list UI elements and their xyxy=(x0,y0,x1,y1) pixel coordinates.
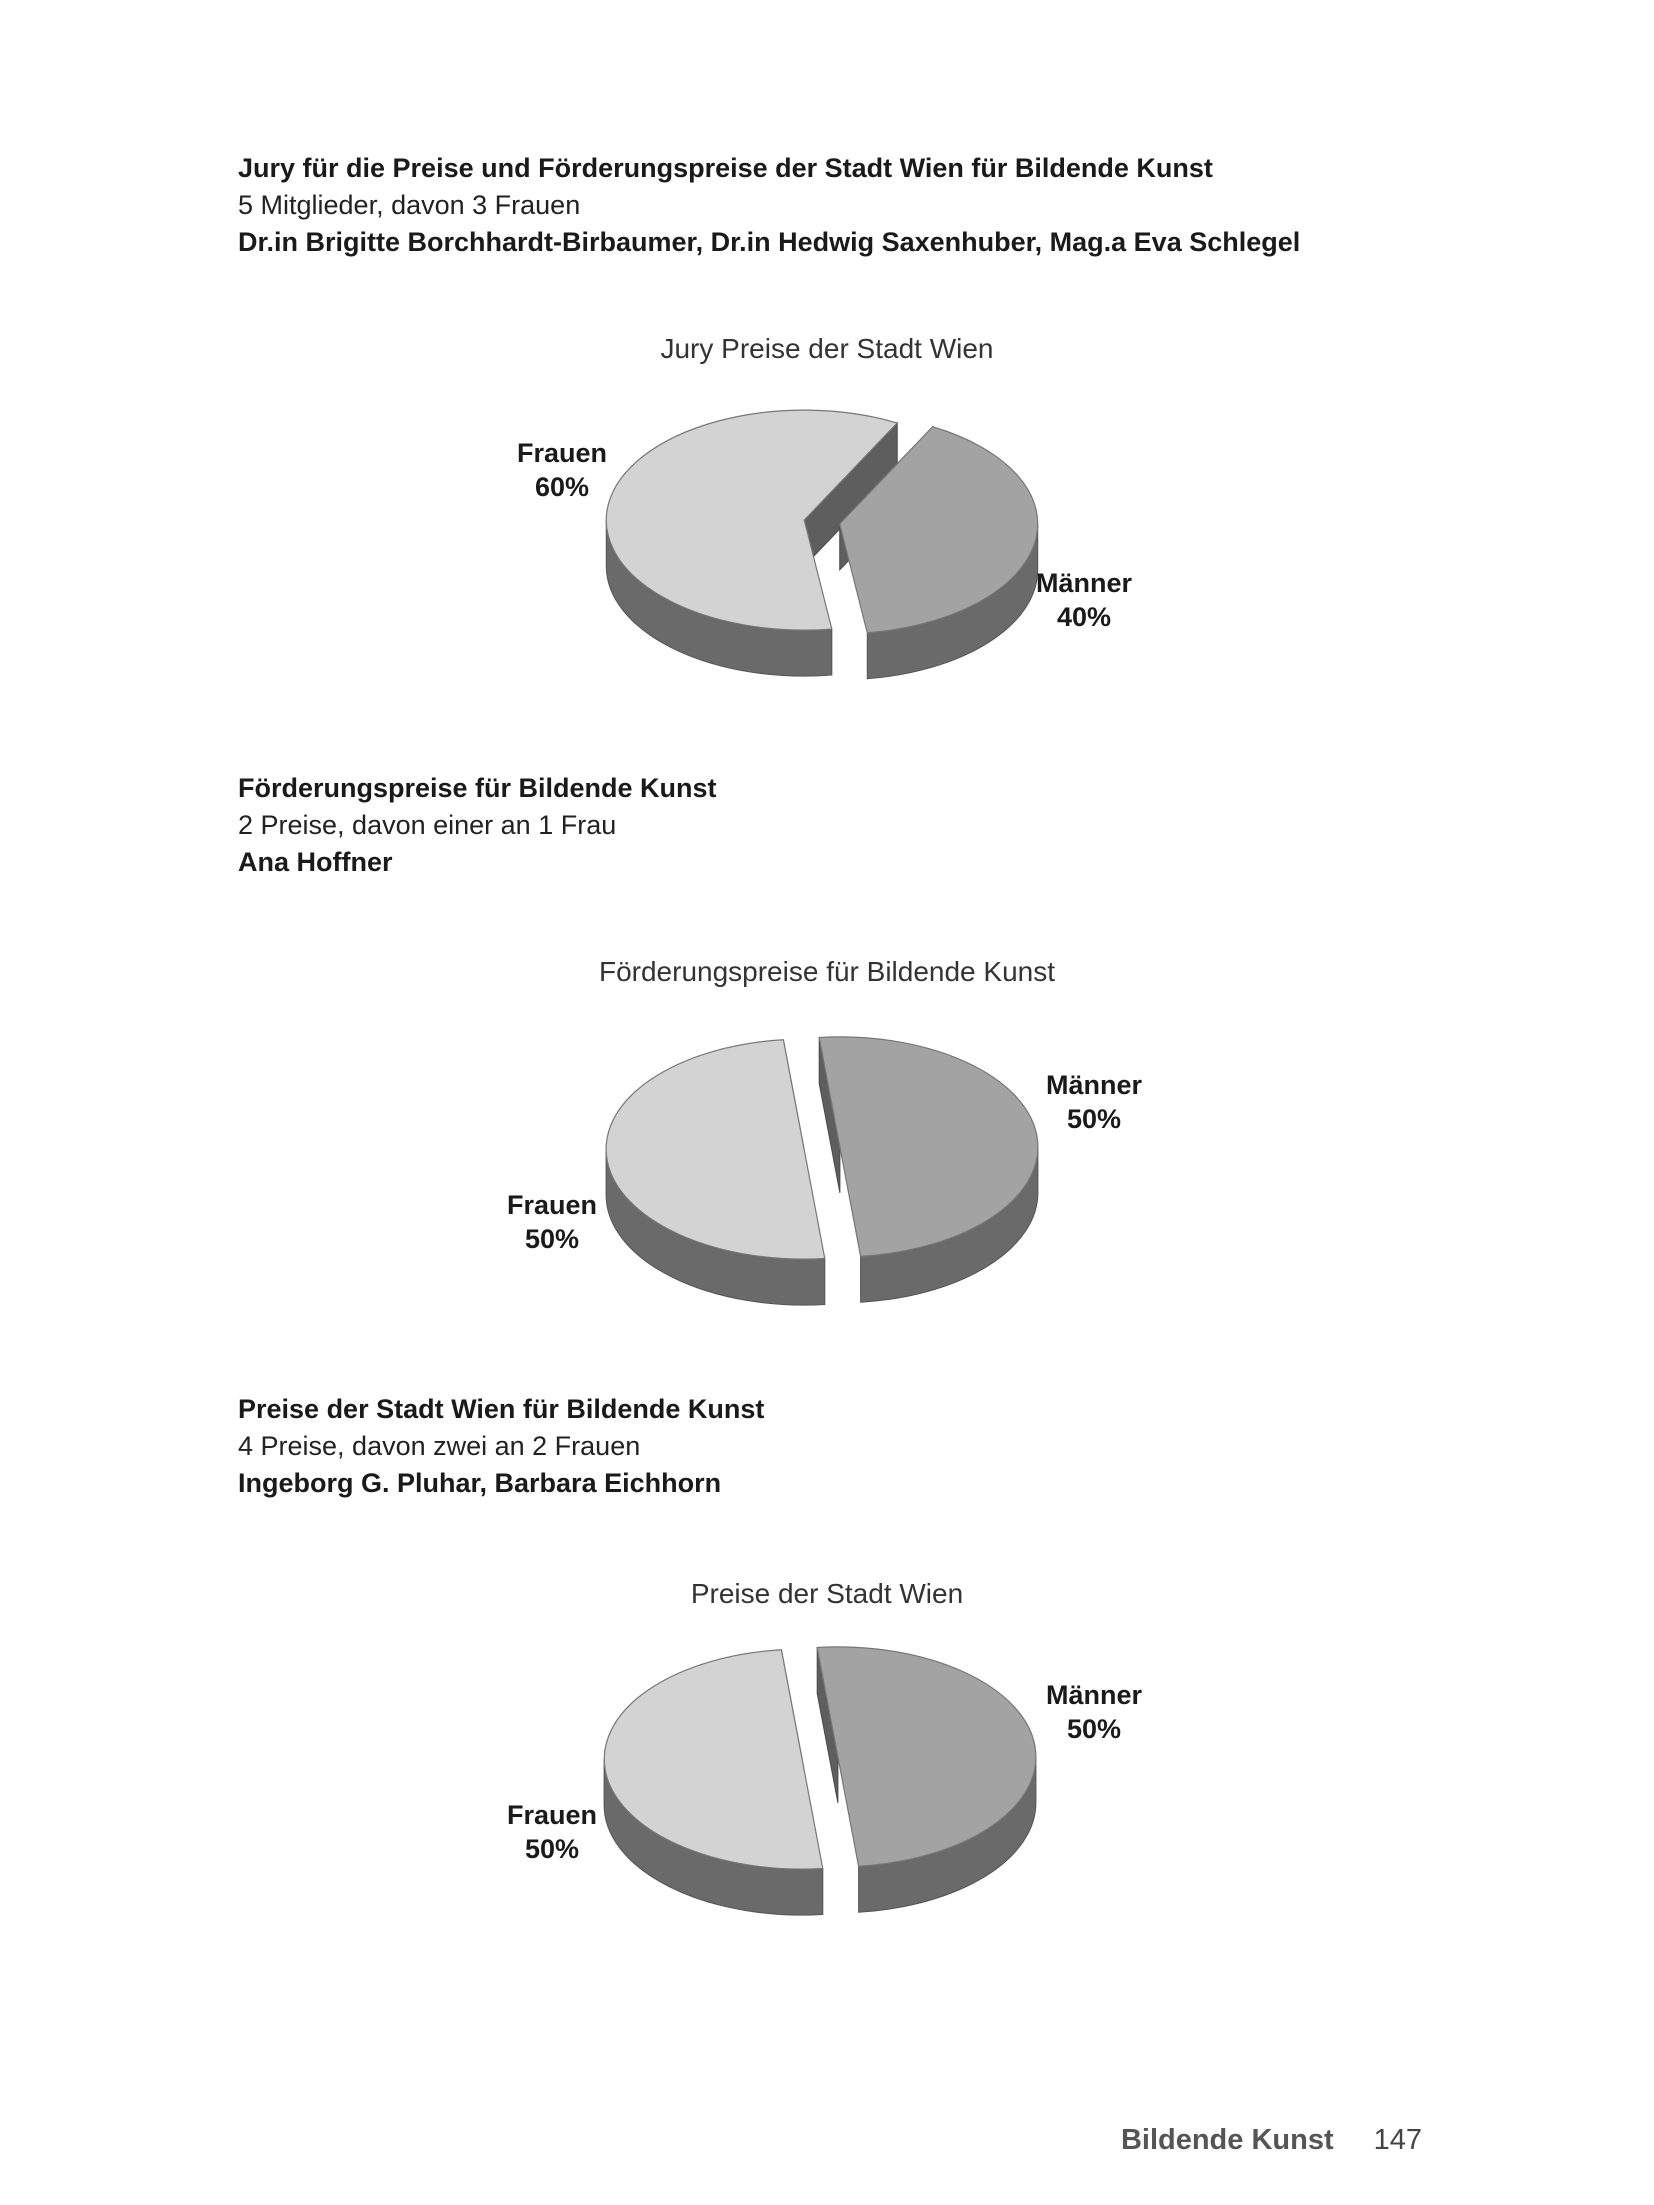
section-names: Ingeborg G. Pluhar, Barbara Eichhorn xyxy=(238,1468,722,1498)
pie-label-value: 50% xyxy=(524,1224,580,1254)
pie-slice-frauen xyxy=(606,1040,825,1305)
pie-slice-männer xyxy=(819,1037,1038,1302)
pie-label-name: Männer xyxy=(1045,1680,1143,1710)
section-subtitle: 5 Mitglieder, davon 3 Frauen xyxy=(238,190,581,220)
pie-label-value: 40% xyxy=(1056,602,1112,632)
section-title: Jury für die Preise und Förderungspreise der Stadt Wien für Bildende Kunst xyxy=(238,153,1213,183)
pie-label-name: Frauen xyxy=(506,1800,598,1830)
pie-chart-2 xyxy=(507,1037,1143,1305)
pie-label-value: 50% xyxy=(1066,1714,1122,1744)
pie-label-value: 60% xyxy=(534,472,590,502)
page-number: 147 xyxy=(1373,2124,1422,2156)
chart-title: Preise der Stadt Wien xyxy=(690,1578,964,1609)
pie-chart-1 xyxy=(517,410,1133,679)
pie-slice-frauen xyxy=(604,1650,823,1915)
pie-label-name: Männer xyxy=(1045,1070,1143,1100)
pie-chart-3 xyxy=(507,1647,1143,1915)
section-title: Förderungspreise für Bildende Kunst xyxy=(238,773,717,803)
pie-label-name: Männer xyxy=(1035,568,1133,598)
pie-label-name: Frauen xyxy=(516,438,608,468)
pie-label-name: Frauen xyxy=(506,1190,598,1220)
footer-section: Bildende Kunst xyxy=(1120,2124,1334,2156)
section-title: Preise der Stadt Wien für Bildende Kunst xyxy=(238,1394,765,1424)
pie-label-value: 50% xyxy=(524,1834,580,1864)
chart-title: Jury Preise der Stadt Wien xyxy=(660,333,994,364)
page-footer xyxy=(1121,2124,1422,2157)
pie-slice-männer xyxy=(817,1647,1036,1912)
section-subtitle: 2 Preise, davon einer an 1 Frau xyxy=(238,810,617,840)
section-names: Dr.in Brigitte Borchhardt-Birbaumer, Dr.in Hedwig Saxenhuber, Mag.a Eva Schlegel xyxy=(238,227,1301,257)
section-subtitle: 4 Preise, davon zwei an 2 Frauen xyxy=(238,1431,641,1461)
pie-label-value: 50% xyxy=(1066,1104,1122,1134)
chart-title: Förderungspreise für Bildende Kunst xyxy=(598,956,1056,987)
section-names: Ana Hoffner xyxy=(238,847,393,877)
